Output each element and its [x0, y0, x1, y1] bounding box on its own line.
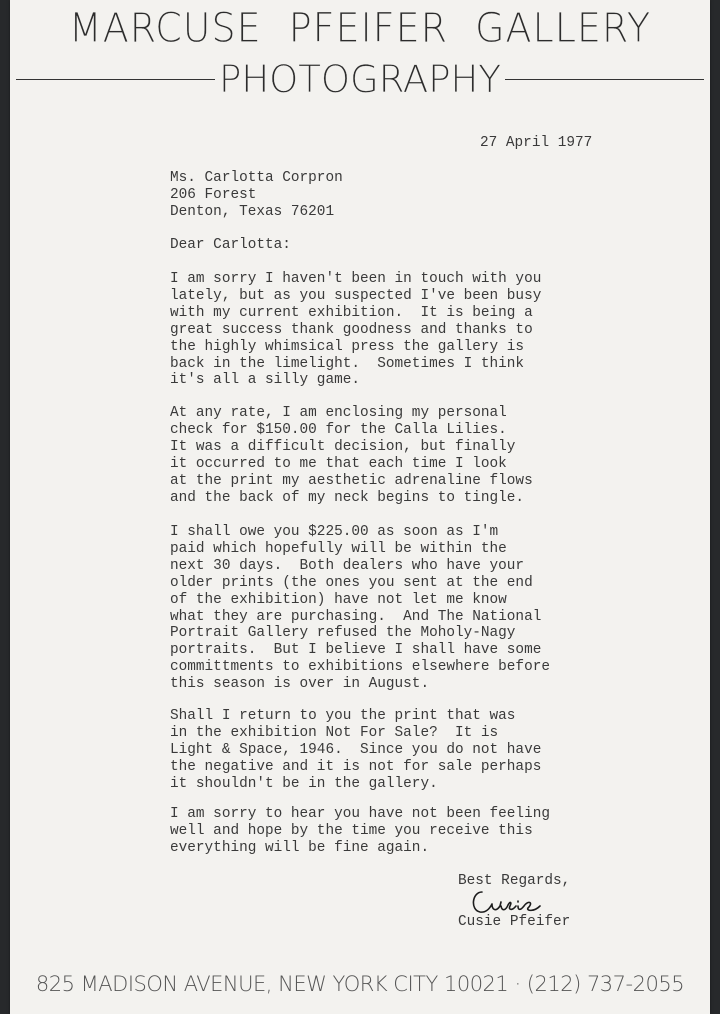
- footer-address: 825 MADISON AVENUE, NEW YORK CITY 10021 · (212) 737-2055: [35, 972, 685, 996]
- paragraph-4: Shall I return to you the print that was in the exhibition Not For Sale? It is Light & Space, 1946. Since you do not have the negative and it is not for sale perhaps it shouldn't be in the gallery.: [170, 708, 542, 792]
- letter-date: 27 April 1977: [480, 135, 593, 151]
- paragraph-5: I am sorry to hear you have not been feeling well and hope by the time you receive this everything will be fine again.: [170, 806, 550, 856]
- signature-name: Cusie Pfeifer: [458, 914, 571, 930]
- right-rule: [505, 79, 704, 80]
- paragraph-1: I am sorry I haven't been in touch with you lately, but as you suspected I've been busy with my current exhibition. It is being a great success thank goodness and thanks to the highly whimsical press the gallery is back in the limelight. Sometimes I think it's all a silly game.: [170, 271, 542, 389]
- paragraph-3: I shall owe you $225.00 as soon as I'm paid which hopefully will be within the next 30 days. Both dealers who have your older prints (the ones you sent at the end of the exhibition) have not let me know what they are purchasing. And The National Portrait Gallery refused the Moholy-Nagy portraits. But I believe I shall have some committments to exhibitions elsewhere before this season is over in August.: [170, 524, 550, 693]
- letter-page: [10, 0, 710, 1014]
- left-rule: [16, 79, 215, 80]
- photography-banner: [16, 58, 704, 101]
- photography-subtitle: PHOTOGRAPHY: [219, 58, 501, 101]
- recipient-address: [170, 170, 343, 221]
- recipient-name: Ms. Carlotta Corpron: [170, 170, 343, 186]
- recipient-city: Denton, Texas 76201: [170, 203, 335, 220]
- paragraph-2: At any rate, I am enclosing my personal check for $150.00 for the Calla Lilies. It was a difficult decision, but finally it occurred to me that each time I look at the print my aesthetic adrenaline flows and the back of my neck begins to tingle.: [170, 405, 533, 506]
- salutation: Dear Carlotta:: [170, 237, 291, 253]
- gallery-name-heading: MARCUSE PFEIFER GALLERY: [68, 4, 652, 52]
- recipient-street: 206 Forest: [170, 186, 257, 203]
- closing: Best Regards,: [458, 873, 571, 889]
